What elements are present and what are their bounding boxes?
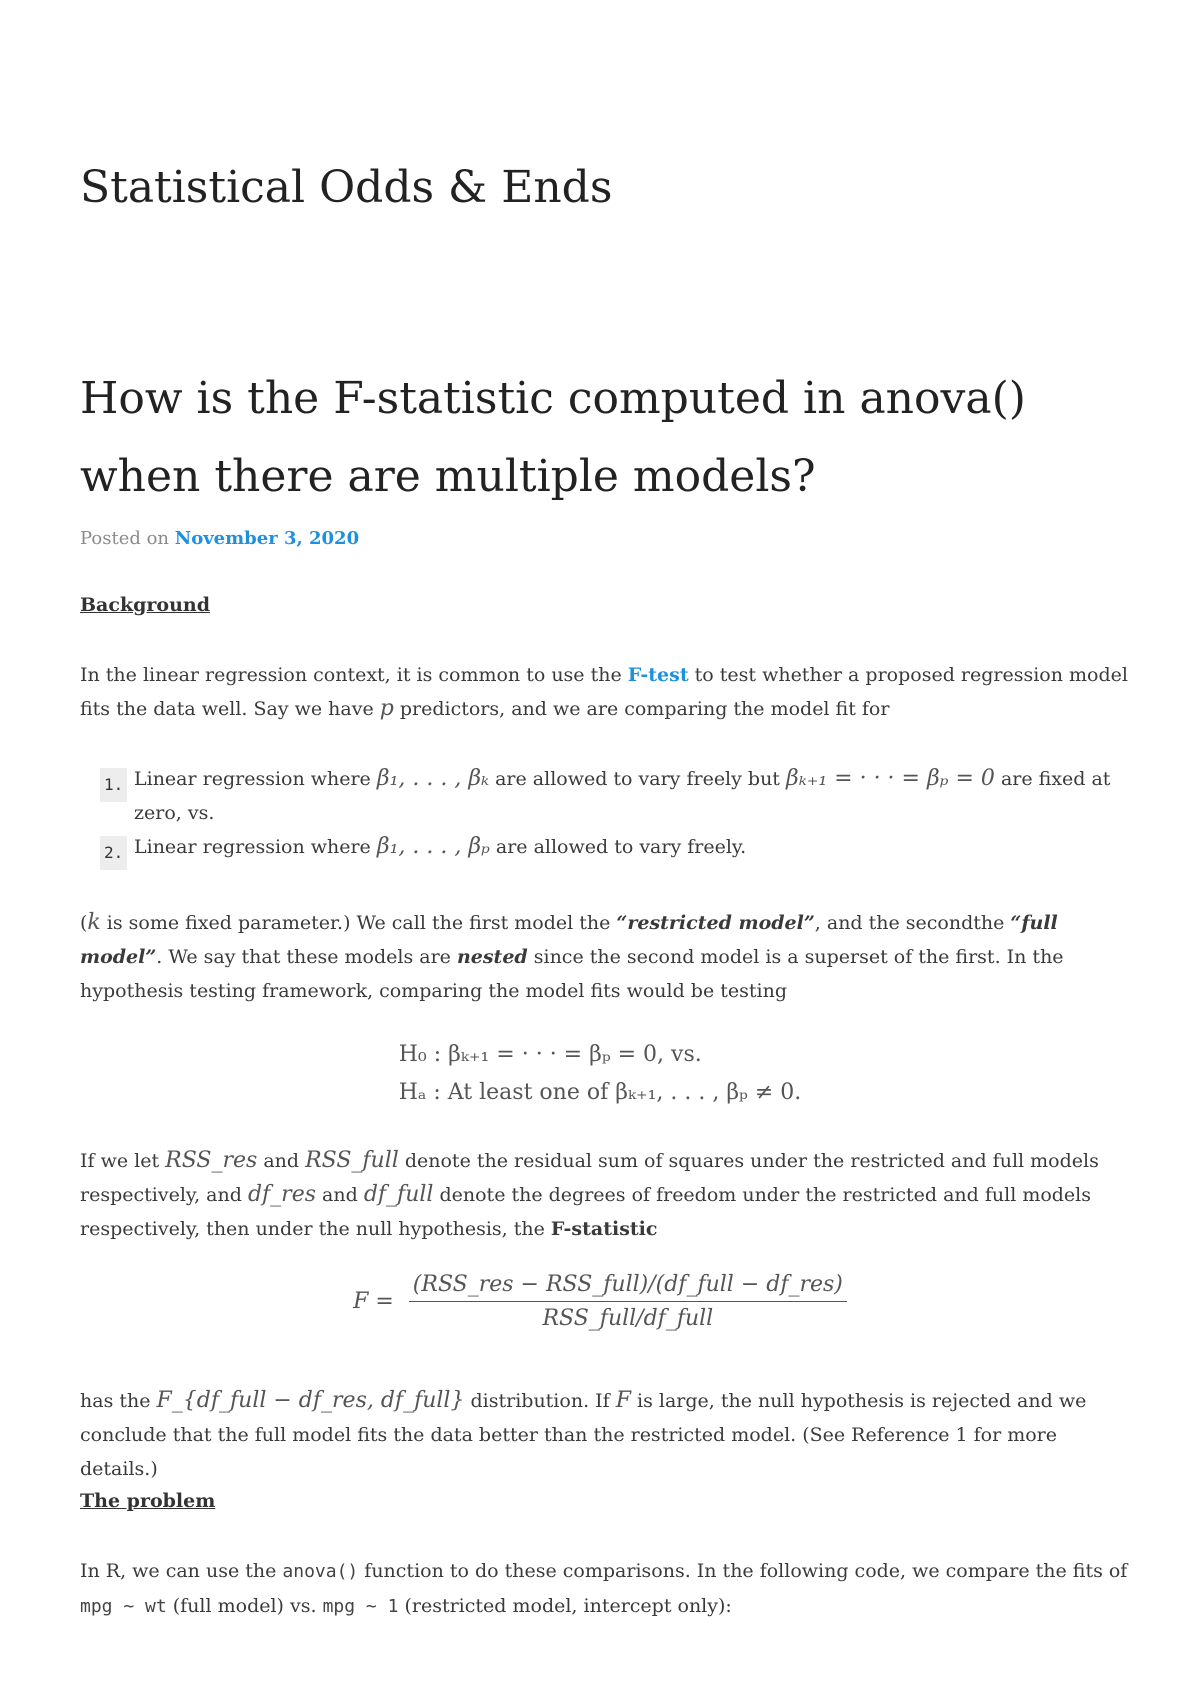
text: are fixed at zero, vs. <box>134 768 1111 824</box>
f-statistic-term: F-statistic <box>550 1218 658 1240</box>
text: distribution. If <box>464 1390 616 1412</box>
formula-denominator: RSS_full/df_full <box>542 1306 714 1331</box>
math-df-full: df_full <box>363 1182 434 1207</box>
formula-numerator: (RSS_res − RSS_full)/(df_full − df_res) <box>409 1272 847 1302</box>
text: (full model) vs. <box>166 1595 323 1617</box>
text: In the linear regression context, it is common to use the <box>80 664 628 686</box>
text: is some fixed parameter.) We call the first model the <box>100 912 617 934</box>
math-beta-1-p: β₁, . . . , βₚ <box>376 834 490 859</box>
formula-lhs: F = <box>353 1289 394 1314</box>
model-list <box>100 762 1140 864</box>
list-number: 1. <box>100 768 127 802</box>
text: function to do these comparisons. In the following code, we compare the fits of <box>358 1560 1128 1582</box>
text: Linear regression where <box>134 836 377 858</box>
meta-prefix: Posted on <box>80 528 170 549</box>
math-F: F <box>615 1388 631 1413</box>
math-rss-full: RSS_full <box>305 1148 399 1173</box>
list-item <box>100 762 1140 830</box>
post-title: How is the F-statistic computed in anova() when there are multiple models? <box>80 373 1026 502</box>
section-heading-background: Background <box>80 594 210 616</box>
text: are allowed to vary freely. <box>489 836 747 858</box>
math-p: p <box>379 696 394 721</box>
text: and <box>316 1184 364 1206</box>
math-rss-res: RSS_res <box>165 1148 258 1173</box>
text: are allowed to vary freely but <box>489 768 786 790</box>
nested-paragraph <box>80 906 1140 1008</box>
null-hypothesis: H₀ : βₖ₊₁ = · · · = βₚ = 0, vs. <box>398 1042 702 1067</box>
math-beta-1-k: β₁, . . . , βₖ <box>376 766 490 791</box>
intro-paragraph <box>80 658 1140 726</box>
hypothesis-equation <box>0 1036 1200 1112</box>
text: , and the secondthe <box>814 912 1011 934</box>
rss-paragraph <box>80 1144 1140 1246</box>
math-df-res: df_res <box>247 1182 317 1207</box>
text: since the second model is a superset of the first. In the hypothesis testing framework, comparing the model fits would be testing <box>80 946 1064 1002</box>
math-k: k <box>87 910 101 935</box>
code-restricted-model: mpg ~ 1 <box>322 1596 399 1617</box>
code-full-model: mpg ~ wt <box>80 1596 167 1617</box>
full-model-term: “full model” <box>80 912 1058 968</box>
text: predictors, and we are comparing the model fit for <box>393 698 890 720</box>
text: denote the residual sum of squares under the restricted and full models respectively, and <box>80 1150 1099 1206</box>
text: is large, the null hypothesis is rejected and we conclude that the full model fits the data better than the restricted model. (See Reference 1 for more details.) <box>80 1390 1087 1480</box>
anova-paragraph <box>80 1554 1140 1624</box>
text: (restricted model, intercept only): <box>398 1595 732 1617</box>
text: ( <box>80 912 88 934</box>
text: . We say that these models are <box>156 946 457 968</box>
alternative-hypothesis: Hₐ : At least one of βₖ₊₁, . . . , βₚ ≠ 0. <box>398 1080 802 1105</box>
text: has the <box>80 1390 157 1412</box>
f-test-link[interactable]: F-test <box>627 664 689 686</box>
text: In R, we can use the <box>80 1560 283 1582</box>
f-formula <box>0 1272 1200 1331</box>
code-anova: anova() <box>282 1561 359 1582</box>
text: to test whether a proposed regression model fits the data well. Say we have <box>80 664 1128 720</box>
section-heading-problem: The problem <box>80 1490 216 1512</box>
math-f-distribution: F_{df_full − df_res, df_full} <box>156 1388 465 1413</box>
text: Linear regression where <box>134 768 377 790</box>
text: and <box>257 1150 306 1172</box>
restricted-model-term: “restricted model” <box>616 912 815 934</box>
site-title[interactable]: Statistical Odds & Ends <box>80 162 613 213</box>
text: If we let <box>80 1150 166 1172</box>
post-date-link[interactable]: November 3, 2020 <box>174 528 360 549</box>
text: denote the degrees of freedom under the restricted and full models respectively, then under the null hypothesis, the <box>80 1184 1092 1240</box>
fraction <box>409 1272 847 1331</box>
post-meta <box>80 526 359 552</box>
list-number: 2. <box>100 836 127 870</box>
list-item <box>100 830 1140 864</box>
distribution-paragraph <box>80 1384 1140 1486</box>
math-beta-fixed: βₖ₊₁ = · · · = βₚ = 0 <box>785 766 995 791</box>
nested-term: nested <box>456 946 528 968</box>
